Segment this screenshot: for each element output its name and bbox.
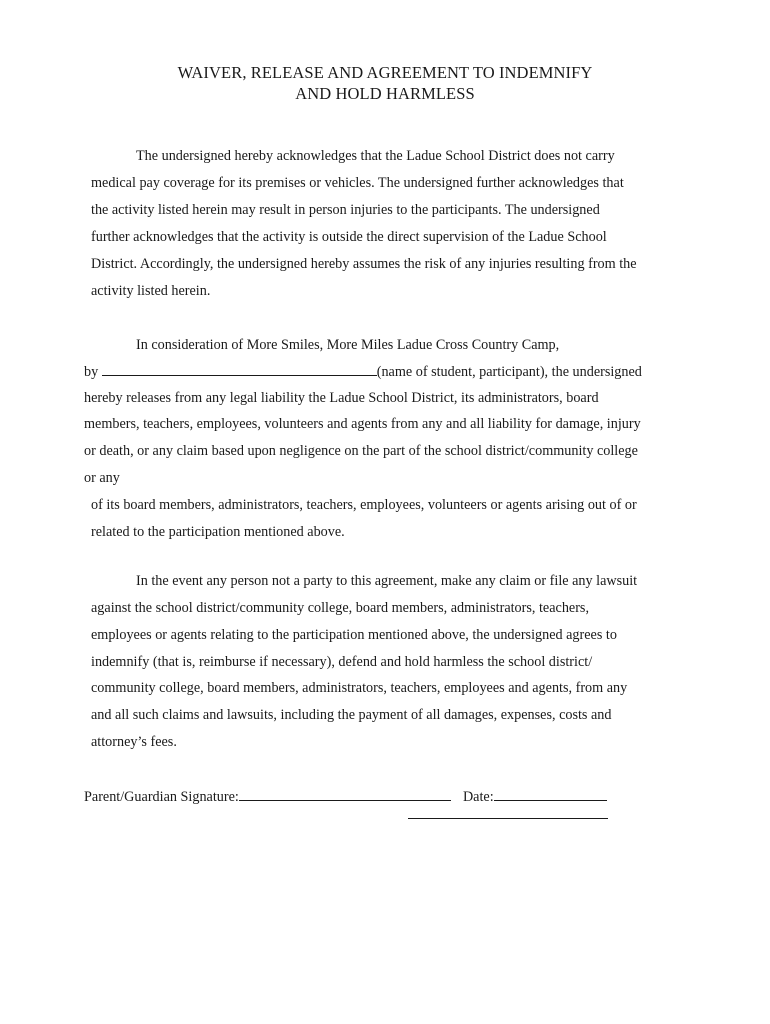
paragraph-2-line: hereby releases from any legal liability the Ladue School District, its administrators, board [84,390,599,406]
signature-line [84,788,607,806]
paragraph-3-line: community college, board members, administrators, teachers, employees and agents, from any [91,680,628,696]
paragraph-2-line: or any [84,470,120,486]
additional-signature-blank[interactable] [408,818,608,819]
parent-signature-blank[interactable] [239,788,451,801]
paragraph-1-line: the activity listed herein may result in person injuries to the participants. The undersigned [91,202,600,218]
paragraph-3-line: attorney’s fees. [91,734,177,750]
paragraph-1-line: The undersigned hereby acknowledges that the Ladue School District does not carry [136,148,615,164]
paragraph-2-line: members, teachers, employees, volunteers and agents from any and all liability for damage, injury [84,416,641,432]
document-title-line-1: WAIVER, RELEASE AND AGREEMENT TO INDEMNIFY [177,63,593,82]
paragraph-3-line: against the school district/community college, board members, administrators, teachers, [91,600,590,616]
paragraph-2-line: related to the participation mentioned above. [91,524,345,540]
paragraph-2-line: of its board members, administrators, teachers, employees, volunteers or agents arising out of or [91,497,637,513]
paragraph-3-line: and all such claims and lawsuits, including the payment of all damages, expenses, costs and [91,707,612,723]
paragraph-1-line: further acknowledges that the activity is outside the direct supervision of the Ladue School [91,229,607,245]
date-blank[interactable] [494,788,607,801]
paragraph-3-line: employees or agents relating to the participation mentioned above, the undersigned agrees to [91,627,617,643]
date-label: Date: [462,789,494,805]
paragraph-3-line: In the event any person not a party to this agreement, make any claim or file any lawsuit [136,573,638,589]
paragraph-3-line: indemnify (that is, reimburse if necessary), defend and hold harmless the school district/ [91,654,593,670]
document-title-line-2: AND HOLD HARMLESS [295,84,475,103]
by-label: by [84,364,99,380]
parent-signature-label: Parent/Guardian Signature: [84,789,239,805]
paragraph-2-intro: In consideration of More Smiles, More Miles Ladue Cross Country Camp, [136,337,560,353]
participant-name-line [84,363,642,381]
participant-name-hint: (name of student, participant), the undersigned [376,364,642,380]
paragraph-1-line: District. Accordingly, the undersigned hereby assumes the risk of any injuries resulting from the [91,256,637,272]
paragraph-2-line: or death, or any claim based upon negligence on the part of the school district/community college [84,443,638,459]
paragraph-1-line: medical pay coverage for its premises or vehicles. The undersigned further acknowledges that [91,175,624,191]
participant-name-blank[interactable] [102,363,377,376]
paragraph-1-line: activity listed herein. [91,283,211,299]
